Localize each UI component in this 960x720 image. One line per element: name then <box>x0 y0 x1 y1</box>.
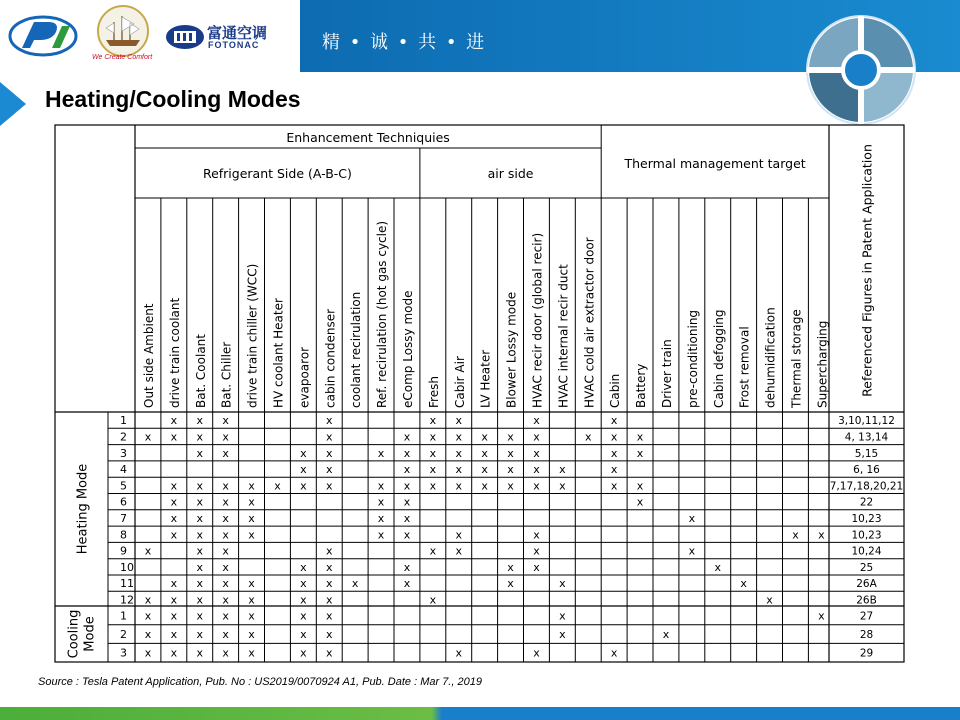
mark-cell: x <box>300 479 307 493</box>
mark-cell: x <box>429 593 437 607</box>
mark-cell: x <box>455 414 463 428</box>
row-number: 9 <box>120 544 127 558</box>
mark-cell: x <box>300 593 307 607</box>
column-header: HVAC cold air extractor door <box>582 237 597 408</box>
mark-cell: x <box>507 560 514 574</box>
mark-cell: x <box>325 430 333 444</box>
mark-cell: x <box>533 560 540 574</box>
column-header: Cabin defogging <box>711 309 726 408</box>
mark-cell: x <box>455 544 463 558</box>
mark-cell: x <box>455 479 463 493</box>
ref-figures-cell: 27 <box>859 610 874 623</box>
mark-cell: x <box>325 544 333 558</box>
mark-cell: x <box>196 646 204 660</box>
row-number: 6 <box>120 495 127 509</box>
column-header: Frost removal <box>737 326 752 408</box>
row-number: 7 <box>120 511 127 525</box>
mark-cell: x <box>222 628 229 642</box>
mark-cell: x <box>533 646 540 660</box>
mark-cell: x <box>377 495 385 509</box>
mark-cell: x <box>429 430 437 444</box>
header-air-side: air side <box>487 166 534 181</box>
mark-cell: x <box>455 446 463 460</box>
mark-cell: x <box>196 414 204 428</box>
column-header: Blower Lossy mode <box>504 291 519 408</box>
ref-figures-cell: 10,23 <box>851 529 882 542</box>
mark-cell: x <box>714 560 722 574</box>
mark-cell: x <box>636 479 644 493</box>
mark-cell: x <box>196 495 204 509</box>
mark-cell: x <box>688 511 696 525</box>
mark-cell: x <box>559 628 566 642</box>
mark-cell: x <box>248 479 255 493</box>
mark-cell: x <box>222 646 229 660</box>
mark-cell: x <box>610 646 618 660</box>
row-number: 11 <box>120 577 134 591</box>
foton-logo-cn: 富通空调 <box>207 24 268 42</box>
ref-figures-cell: 26B <box>856 594 877 607</box>
mark-cell: x <box>222 446 229 460</box>
mark-cell: x <box>533 446 540 460</box>
mark-cell: x <box>325 446 333 460</box>
row-number: 3 <box>120 446 127 460</box>
mark-cell: x <box>248 609 255 623</box>
row-number: 4 <box>120 463 127 477</box>
mark-cell: x <box>481 463 488 477</box>
mark-cell: x <box>559 609 566 623</box>
mark-cell: x <box>455 430 463 444</box>
header-ref-figures: Referenced Figures in Patent Application <box>859 144 875 397</box>
mark-cell: x <box>248 528 255 542</box>
mark-cell: x <box>144 544 152 558</box>
mark-cell: x <box>196 446 204 460</box>
cooling-mode-word: Mode <box>82 616 98 652</box>
mark-cell: x <box>507 463 514 477</box>
footer-bar <box>0 707 960 720</box>
row-number: 8 <box>120 528 127 542</box>
heating-mode-label: Heating Mode <box>75 463 91 555</box>
mark-cell: x <box>222 560 229 574</box>
row-number: 10 <box>120 560 134 574</box>
page-title: Heating/Cooling Modes <box>45 86 301 112</box>
mark-cell: x <box>818 528 825 542</box>
mark-cell: x <box>144 609 152 623</box>
column-header: Cabir Air <box>452 356 467 408</box>
mark-cell: x <box>559 577 566 591</box>
mark-cell: x <box>144 628 152 642</box>
mark-cell: x <box>610 479 618 493</box>
mark-cell: x <box>533 479 540 493</box>
mark-cell: x <box>222 414 229 428</box>
column-header: Driver train <box>659 339 674 408</box>
mark-cell: x <box>429 446 437 460</box>
mark-cell: x <box>377 528 385 542</box>
column-header: LV Heater <box>478 349 493 408</box>
mark-cell: x <box>170 528 178 542</box>
column-header: Thermal storage <box>789 309 804 408</box>
mark-cell: x <box>170 593 178 607</box>
mark-cell: x <box>248 511 255 525</box>
column-header: HV coolant Heater <box>271 298 286 408</box>
mark-cell: x <box>222 528 229 542</box>
mark-cell: x <box>196 528 204 542</box>
mark-cell: x <box>610 414 618 428</box>
mark-cell: x <box>688 544 696 558</box>
mark-cell: x <box>403 446 411 460</box>
mark-cell: x <box>196 511 204 525</box>
mark-cell: x <box>455 528 463 542</box>
mark-cell: x <box>351 577 359 591</box>
mark-cell: x <box>222 577 229 591</box>
ref-figures-cell: 28 <box>859 629 874 642</box>
mark-cell: x <box>559 479 566 493</box>
mark-cell: x <box>533 430 540 444</box>
ref-figures-cell: 4, 13,14 <box>844 431 889 444</box>
mark-cell: x <box>377 446 385 460</box>
column-header: drive train chiller (WCC) <box>245 263 260 408</box>
mark-cell: x <box>222 511 229 525</box>
mark-cell: x <box>248 593 255 607</box>
row-number: 1 <box>120 414 127 428</box>
mark-cell: x <box>481 479 488 493</box>
mark-cell: x <box>248 577 255 591</box>
header-refrigerant-side: Refrigerant Side (A-B-C) <box>202 166 352 181</box>
mark-cell: x <box>274 479 281 493</box>
column-header: dehumidification <box>763 307 778 408</box>
mark-cell: x <box>429 463 437 477</box>
column-header: Ref. recirulation (hot gas cycle) <box>375 220 390 408</box>
slogan: 精 • 诚 • 共 • 进 <box>322 32 487 53</box>
mark-cell: x <box>403 479 411 493</box>
ref-figures-cell: 26A <box>856 578 877 591</box>
mark-cell: x <box>403 560 411 574</box>
mark-cell: x <box>584 430 592 444</box>
wcc-logo-text: We Create Comfort <box>92 54 153 61</box>
mark-cell: x <box>507 577 514 591</box>
mark-cell: x <box>325 577 333 591</box>
column-header: Cabin <box>608 373 623 408</box>
ref-figures-cell: 3,10,11,12 <box>838 415 895 428</box>
column-header: Bat. Chiller <box>219 341 234 408</box>
mark-cell: x <box>300 463 307 477</box>
mark-cell: x <box>144 646 152 660</box>
mark-cell: x <box>818 609 825 623</box>
row-number: 2 <box>120 430 127 444</box>
mark-cell: x <box>533 544 540 558</box>
mark-cell: x <box>533 414 540 428</box>
row-number: 1 <box>120 609 127 623</box>
column-header: coolant recirulation <box>349 291 364 408</box>
mark-cell: x <box>507 479 514 493</box>
mark-cell: x <box>636 495 644 509</box>
ref-figures-cell: 5,15 <box>854 447 879 460</box>
mark-cell: x <box>300 577 307 591</box>
mark-cell: x <box>222 430 229 444</box>
ref-figures-cell: 7,17,18,20,21 <box>829 480 904 493</box>
mark-cell: x <box>170 628 178 642</box>
mark-cell: x <box>533 528 540 542</box>
mark-cell: x <box>248 646 255 660</box>
ref-figures-cell: 10,23 <box>851 512 882 525</box>
mark-cell: x <box>170 495 178 509</box>
ref-figures-cell: 10,24 <box>851 545 882 558</box>
mark-cell: x <box>196 544 204 558</box>
mark-cell: x <box>170 646 178 660</box>
mark-cell: x <box>144 593 152 607</box>
column-header: Battery <box>634 363 649 408</box>
mark-cell: x <box>792 528 799 542</box>
mark-cell: x <box>610 430 618 444</box>
mark-cell: x <box>170 511 178 525</box>
mark-cell: x <box>481 430 488 444</box>
column-header: pre-conditioning <box>685 309 700 408</box>
mark-cell: x <box>248 628 255 642</box>
mark-cell: x <box>455 646 463 660</box>
mark-cell: x <box>325 463 333 477</box>
mark-cell: x <box>325 593 333 607</box>
mark-cell: x <box>481 446 488 460</box>
mark-cell: x <box>507 446 514 460</box>
mark-cell: x <box>222 544 229 558</box>
mark-cell: x <box>170 414 178 428</box>
header-thermal-target: Thermal management target <box>624 156 806 171</box>
ref-figures-cell: 29 <box>859 647 874 660</box>
mark-cell: x <box>325 646 333 660</box>
mark-cell: x <box>403 430 411 444</box>
cooling-mode-word: Cooling <box>66 609 82 659</box>
mark-cell: x <box>455 463 463 477</box>
mark-cell: x <box>533 463 540 477</box>
mark-cell: x <box>662 628 670 642</box>
mark-cell: x <box>300 560 307 574</box>
mark-cell: x <box>507 430 514 444</box>
row-number: 5 <box>120 479 127 493</box>
mark-cell: x <box>170 577 178 591</box>
foton-logo-en: FOTONAC <box>208 40 260 50</box>
mark-cell: x <box>300 446 307 460</box>
mark-cell: x <box>740 577 747 591</box>
mark-cell: x <box>196 560 204 574</box>
column-header: Fresh <box>426 376 441 408</box>
mark-cell: x <box>559 463 566 477</box>
mark-cell: x <box>196 430 204 444</box>
ref-figures-cell: 25 <box>859 561 874 574</box>
mark-cell: x <box>170 430 178 444</box>
mark-cell: x <box>636 430 644 444</box>
mark-cell: x <box>196 593 204 607</box>
ref-figures-cell: 22 <box>859 496 874 509</box>
mark-cell: x <box>196 479 204 493</box>
column-header: evapoaror <box>297 346 312 408</box>
source-citation: Source : Tesla Patent Application, Pub. No : US2019/0070924 A1, Pub. Date : Mar 7., 2019 <box>38 676 482 688</box>
mark-cell: x <box>222 609 229 623</box>
mark-cell: x <box>248 495 255 509</box>
column-header: HVAC recir door (global recir) <box>530 232 545 408</box>
ref-figures-cell: 6, 16 <box>853 464 880 477</box>
mark-cell: x <box>610 446 618 460</box>
mark-cell: x <box>636 446 644 460</box>
mark-cell: x <box>144 430 152 444</box>
mark-cell: x <box>222 495 229 509</box>
mark-cell: x <box>325 414 333 428</box>
mark-cell: x <box>429 544 437 558</box>
column-header: eComp Lossy mode <box>400 290 415 408</box>
row-number: 3 <box>120 646 127 660</box>
mark-cell: x <box>325 560 333 574</box>
row-number: 2 <box>120 628 127 642</box>
column-header: HVAC internal recir duct <box>556 264 571 408</box>
column-header: Supercharging <box>815 320 830 408</box>
mark-cell: x <box>403 577 411 591</box>
mark-cell: x <box>196 609 204 623</box>
mark-cell: x <box>325 479 333 493</box>
mark-cell: x <box>300 646 307 660</box>
mark-cell: x <box>377 511 385 525</box>
row-number: 12 <box>120 593 134 607</box>
mark-cell: x <box>196 628 204 642</box>
mark-cell: x <box>222 479 229 493</box>
mark-cell: x <box>222 593 229 607</box>
mark-cell: x <box>170 609 178 623</box>
mark-cell: x <box>377 479 385 493</box>
mark-cell: x <box>403 463 411 477</box>
header-enhancement: Enhancement Techniquies <box>286 130 450 145</box>
column-header: Bat. Coolant <box>193 334 208 408</box>
column-header: drive train coolant <box>167 297 182 408</box>
mark-cell: x <box>429 414 437 428</box>
column-header: cabin condenser <box>323 308 338 408</box>
mark-cell: x <box>325 628 333 642</box>
column-header: Out side Ambient <box>141 303 156 408</box>
mark-cell: x <box>610 463 618 477</box>
mark-cell: x <box>196 577 204 591</box>
mark-cell: x <box>403 511 411 525</box>
mark-cell: x <box>766 593 773 607</box>
mark-cell: x <box>170 479 178 493</box>
mark-cell: x <box>429 479 437 493</box>
mark-cell: x <box>403 495 411 509</box>
mark-cell: x <box>325 609 333 623</box>
mark-cell: x <box>300 628 307 642</box>
mark-cell: x <box>403 528 411 542</box>
mark-cell: x <box>300 609 307 623</box>
